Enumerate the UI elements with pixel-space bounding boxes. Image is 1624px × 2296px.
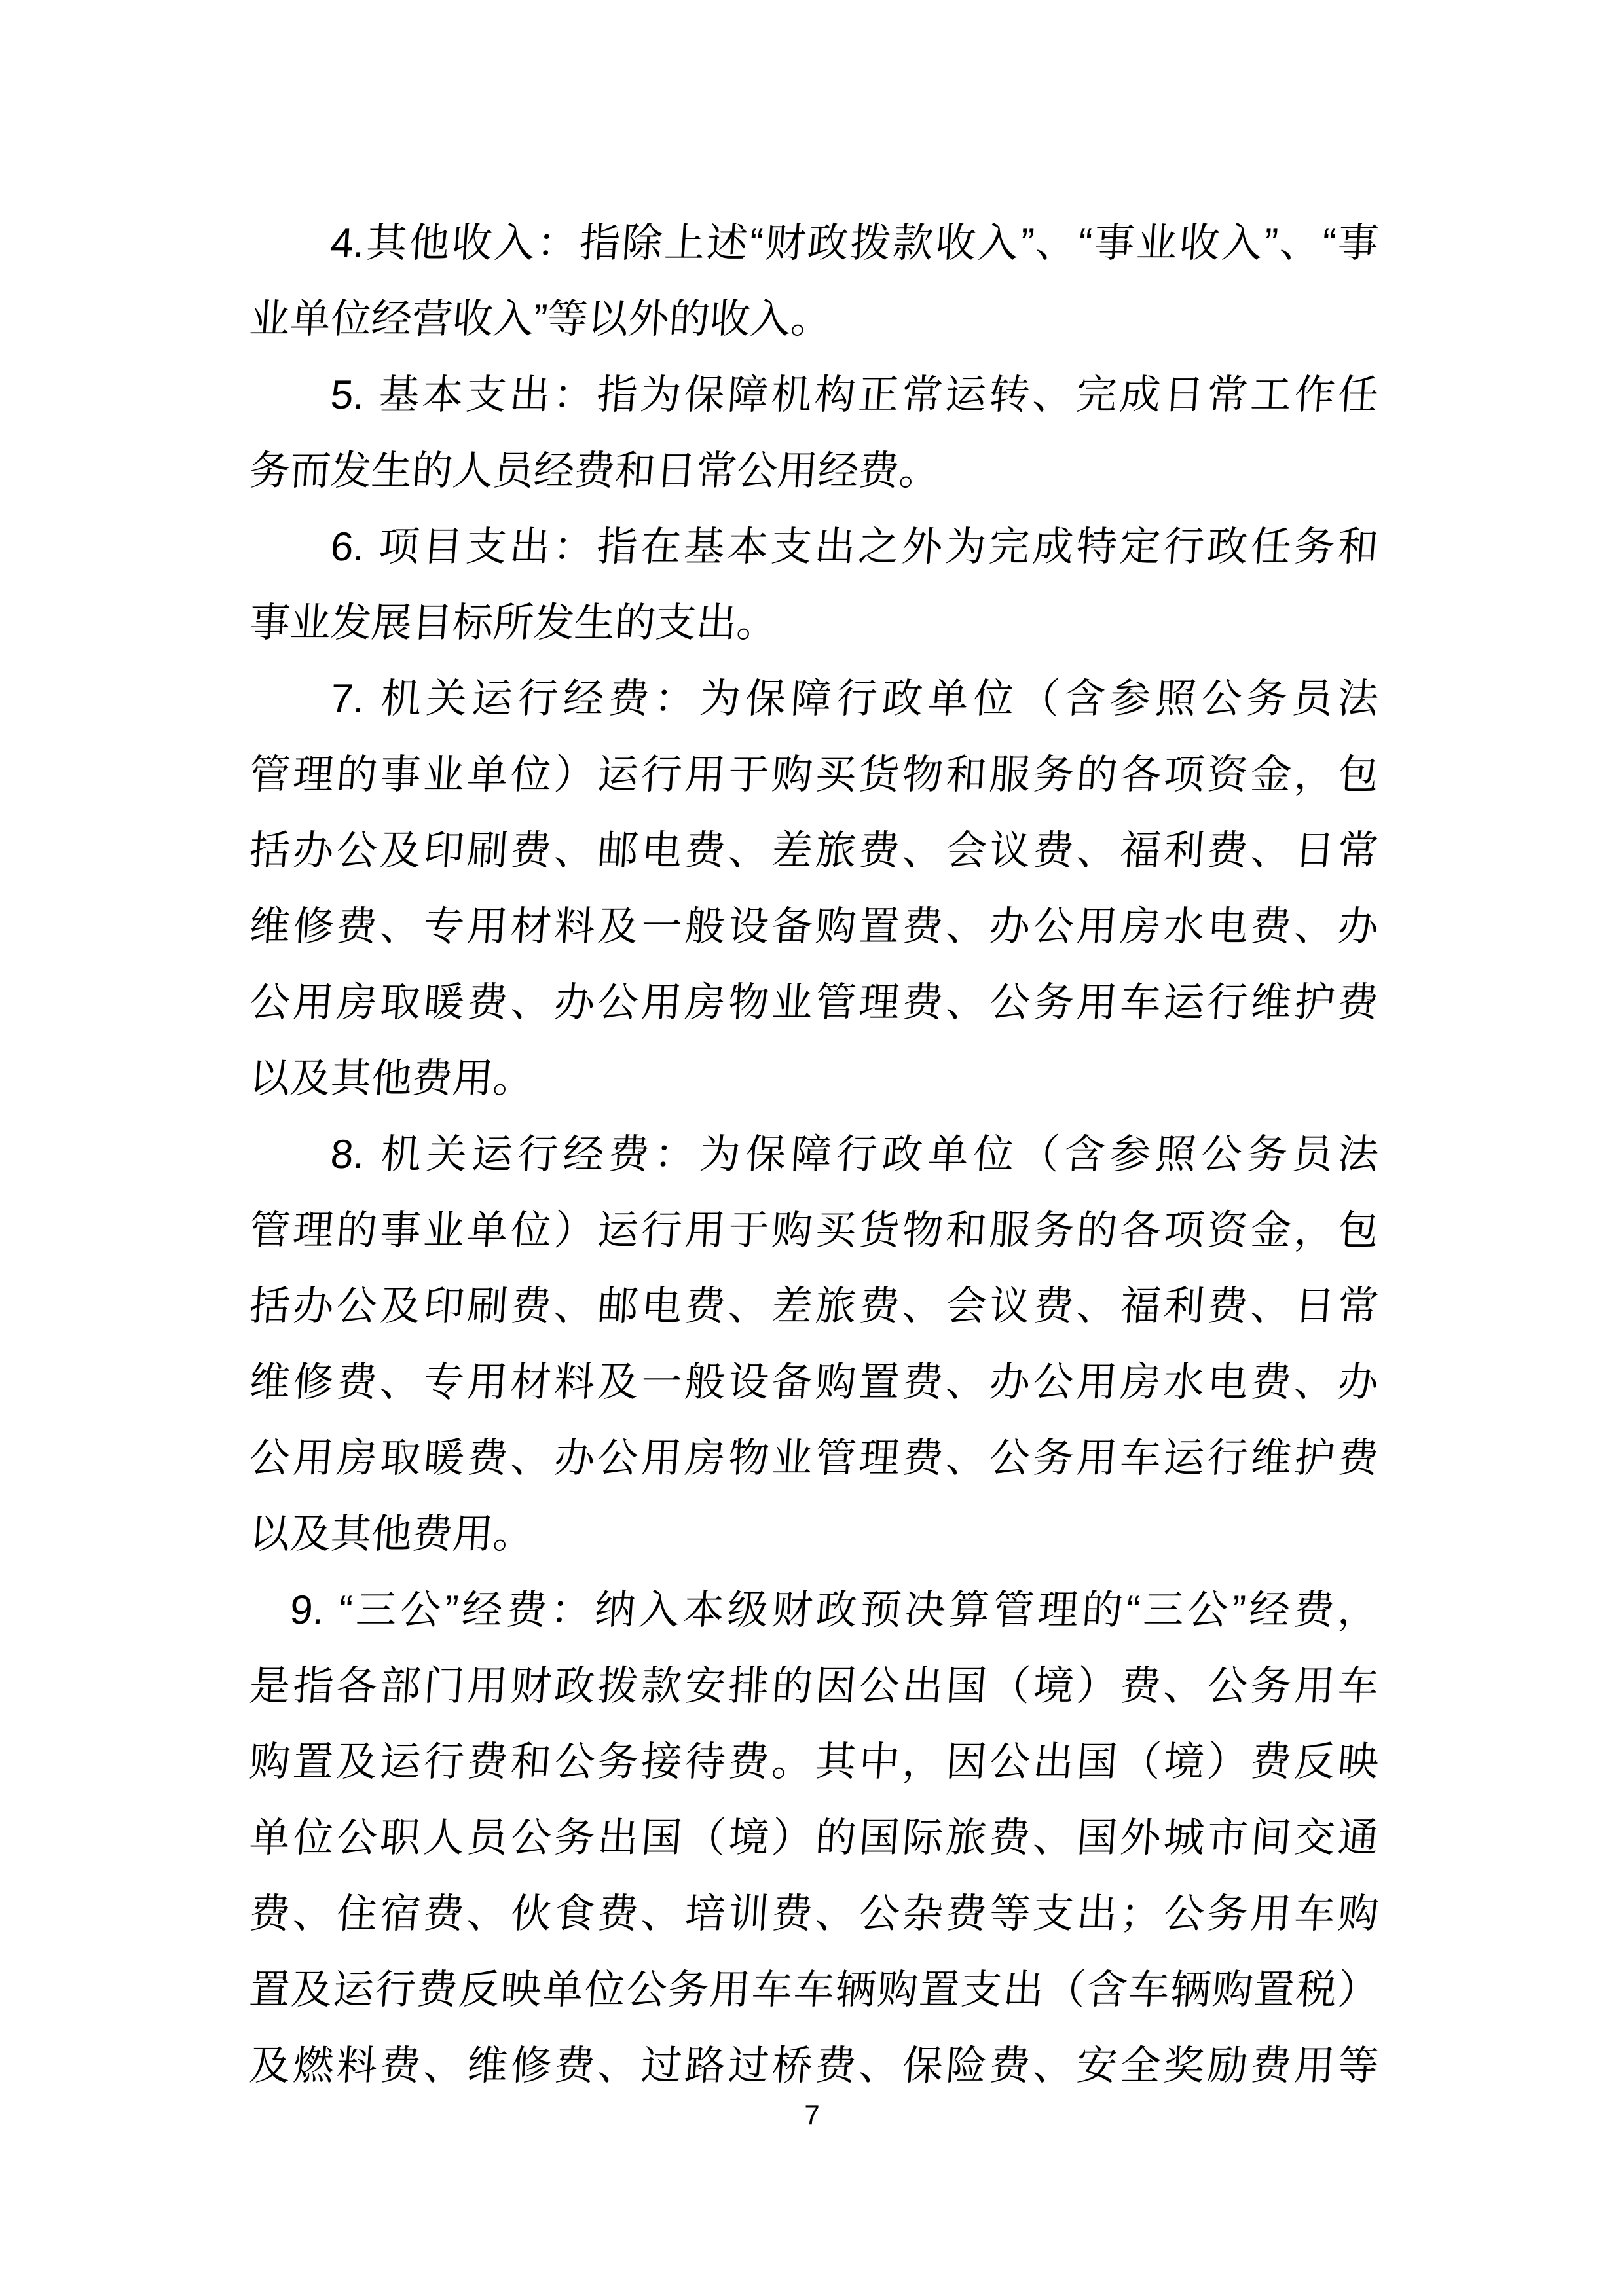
page-number: 7 [804,2100,820,2130]
paragraph-item-8 [249,1117,1378,1573]
text-line: 购置及运行费和公务接待费。其中，因公出国（境）费反映 [248,1740,1380,1785]
text-line: 维修费、专用材料及一般设备购置费、办公用房水电费、办 [248,1360,1380,1405]
text-line: 6. 项目支出：指在基本支出之外为完成特定行政任务和 [329,524,1380,570]
text-line: 管理的事业单位）运行用于购买货物和服务的各项资金，包 [248,1208,1380,1253]
text-line: 及燃料费、维修费、过路过桥费、保险费、安全奖励费用等 [248,2043,1380,2088]
text-line: 公用房取暖费、办公用房物业管理费、公务用车运行维护费 [248,1436,1380,1481]
text-line: 9. “三公”经费：纳入本级财政预决算管理的“三公”经费， [288,1588,1380,1633]
paragraph-item-9 [249,1573,1378,2104]
text-line: 费、住宿费、伙食费、培训费、公杂费等支出；公务用车购 [248,1891,1380,1937]
document-body [249,206,1378,2104]
text-line: 是指各部门用财政拨款安排的因公出国（境）费、公务用车 [248,1664,1380,1709]
text-line: 以及其他费用。 [248,1056,536,1101]
text-line: 以及其他费用。 [248,1512,536,1557]
text-line: 务而发生的人员经费和日常公用经费。 [248,448,942,494]
text-line: 单位公职人员公务出国（境）的国际旅费、国外城市间交通 [248,1815,1380,1861]
text-line: 管理的事业单位）运行用于购买货物和服务的各项资金，包 [248,752,1380,797]
paragraph-item-6 [249,509,1378,661]
text-line: 事业发展目标所发生的支出。 [248,600,779,646]
text-line: 括办公及印刷费、邮电费、差旅费、会议费、福利费、日常 [248,1284,1380,1329]
paragraph-item-5 [249,357,1378,509]
text-line: 维修费、专用材料及一般设备购置费、办公用房水电费、办 [248,904,1380,949]
text-line: 8. 机关运行经费：为保障行政单位（含参照公务员法 [329,1132,1380,1177]
text-line: 括办公及印刷费、邮电费、差旅费、会议费、福利费、日常 [248,828,1380,873]
paragraph-item-4 [249,206,1378,357]
text-line: 置及运行费反映单位公务用车车辆购置支出（含车辆购置税） [248,1967,1380,2013]
text-line: 公用房取暖费、办公用房物业管理费、公务用车运行维护费 [248,980,1380,1025]
text-line: 5. 基本支出：指为保障机构正常运转、完成日常工作任 [329,373,1380,418]
text-line: 4.其他收入：指除上述“财政拨款收入”、“事业收入”、“事 [329,221,1380,266]
text-line: 业单位经营收入”等以外的收入。 [248,297,834,342]
paragraph-item-7 [249,661,1378,1117]
text-line: 7. 机关运行经费：为保障行政单位（含参照公务员法 [329,676,1380,721]
